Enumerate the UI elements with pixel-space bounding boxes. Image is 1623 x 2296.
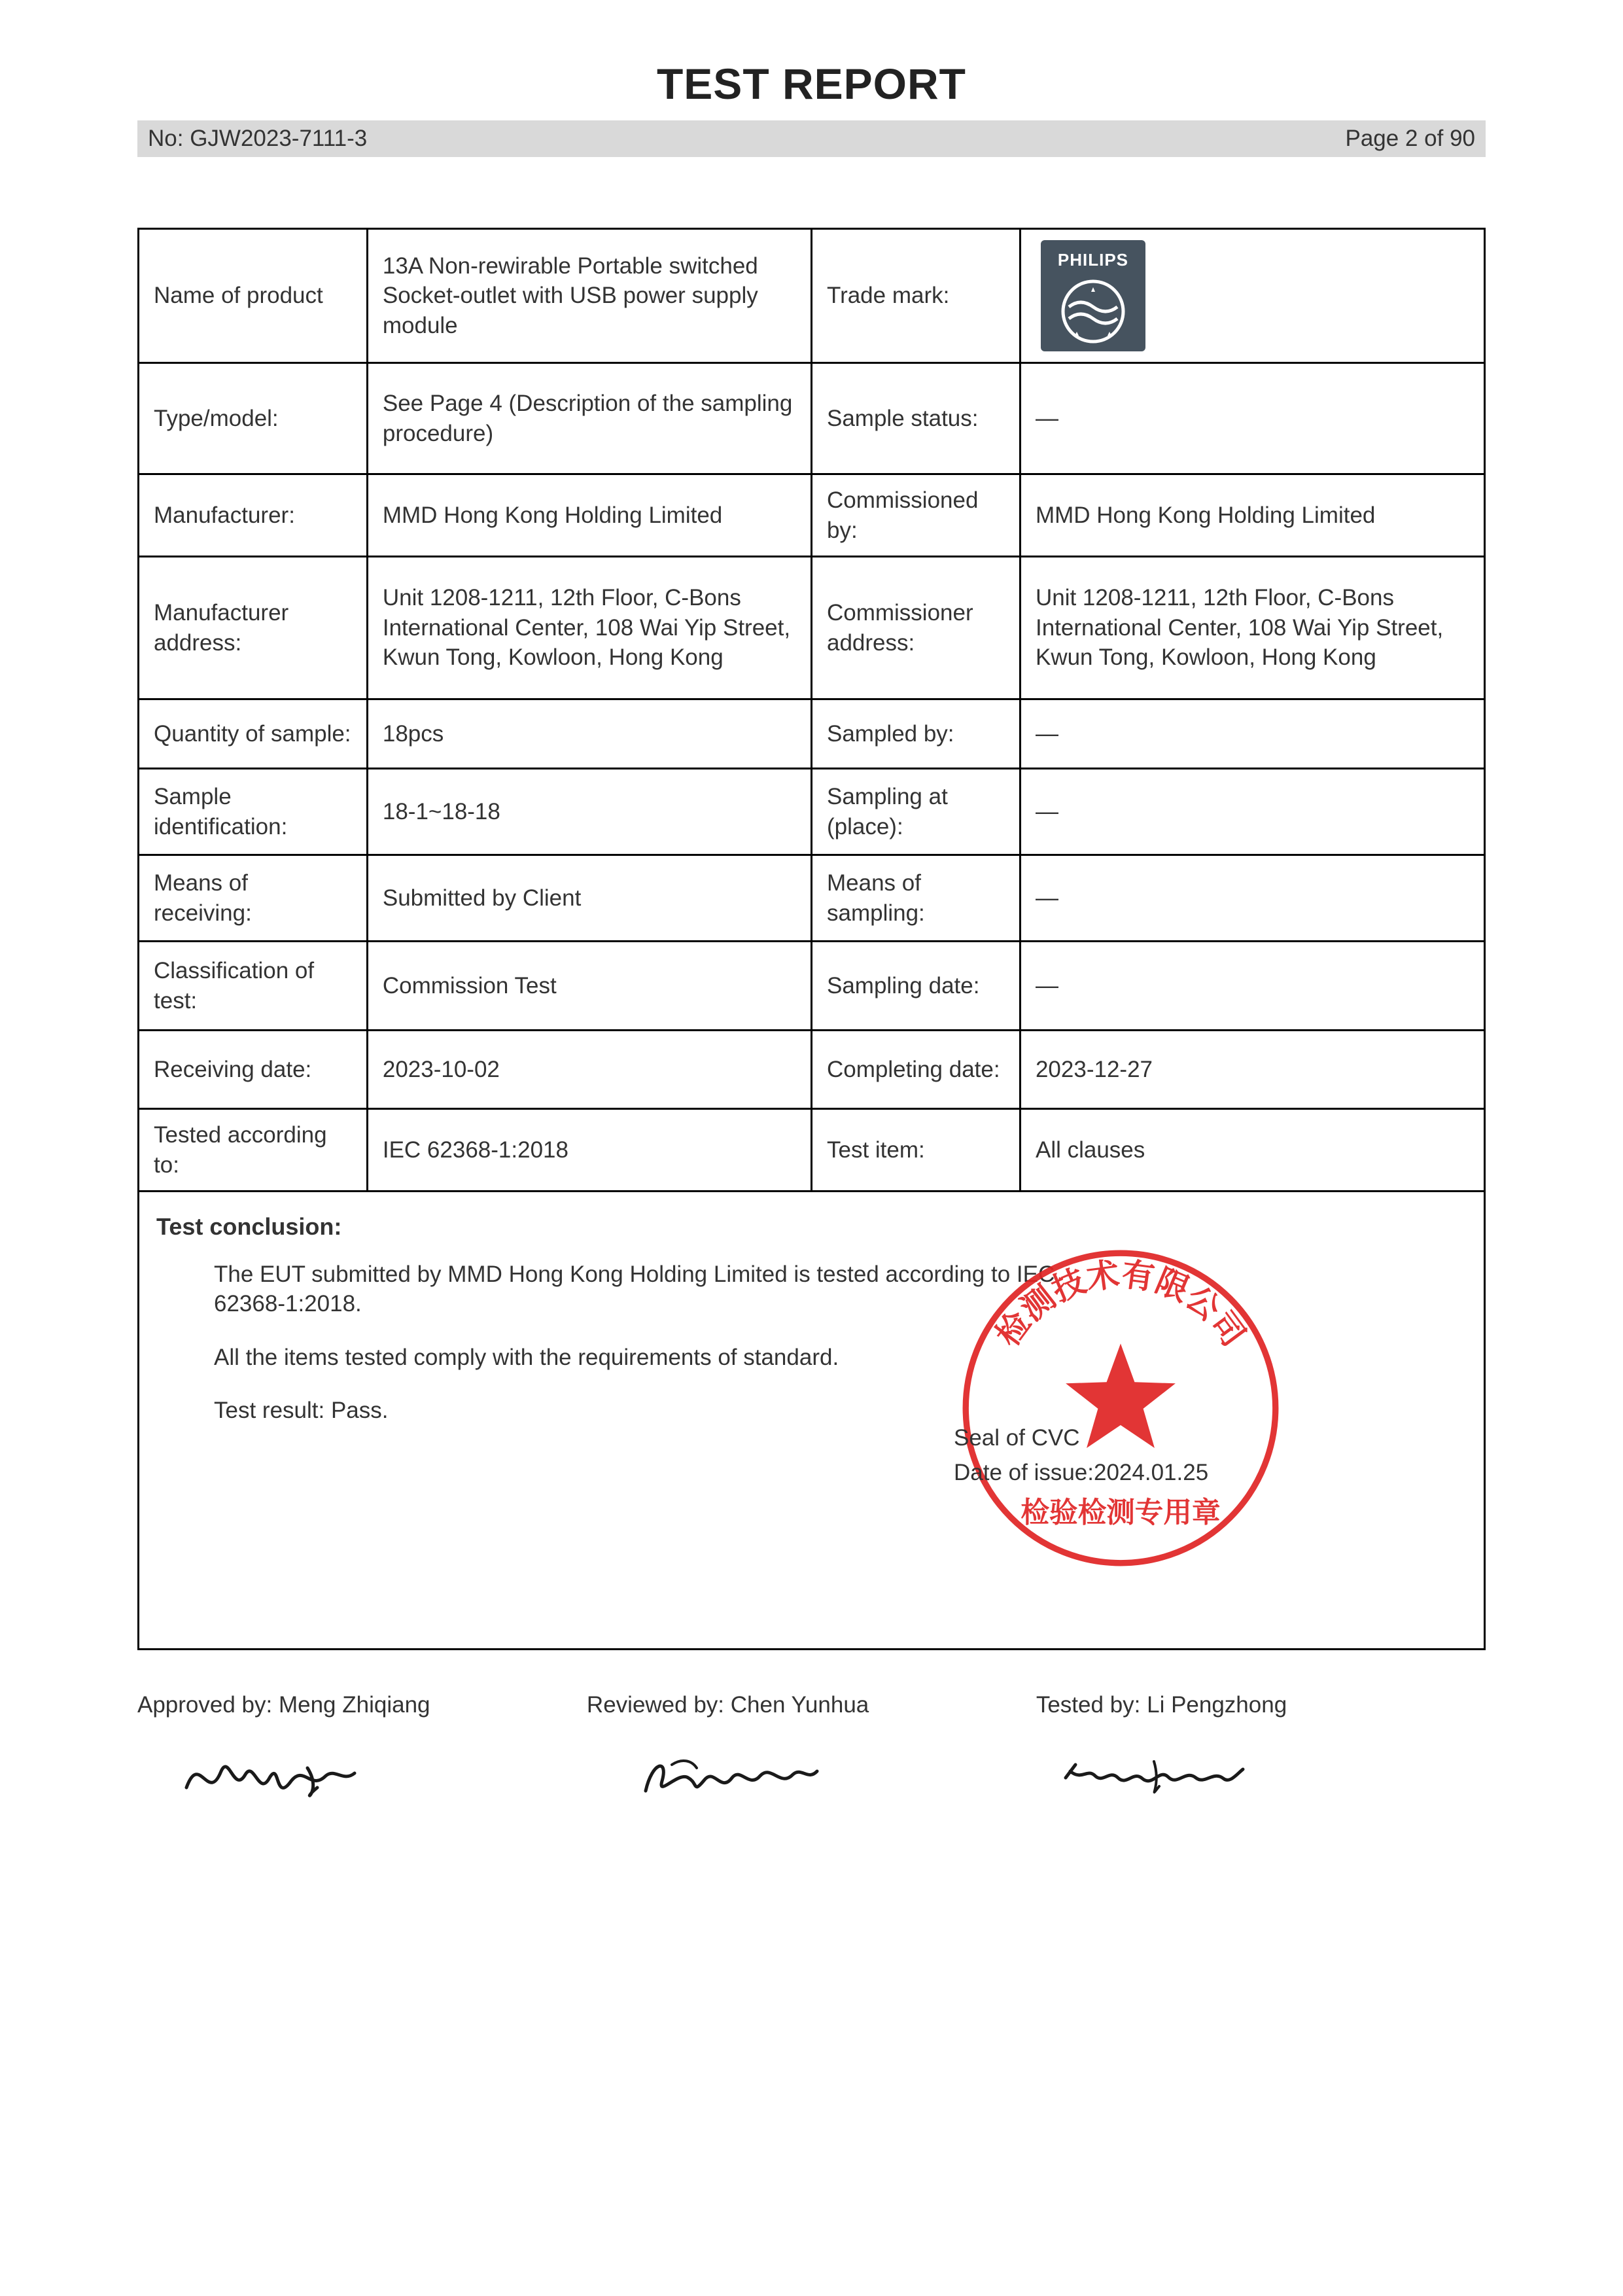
row-label: Sampling date: [811, 942, 1020, 1031]
reviewed-by-label: Reviewed by: Chen Yunhua [586, 1692, 869, 1718]
trademark-cell [1020, 229, 1484, 363]
row-value: MMD Hong Kong Holding Limited [367, 474, 811, 557]
approved-by-label: Approved by: Meng Zhiqiang [137, 1692, 430, 1718]
row-value: 18-1~18-18 [367, 769, 811, 855]
row-label: Name of product [139, 229, 368, 363]
table-row [139, 942, 1485, 1031]
row-value: All clauses [1020, 1109, 1484, 1192]
row-label: Manufacturer: [139, 474, 368, 557]
approved-signature [177, 1742, 373, 1814]
row-label: Sample status: [811, 363, 1020, 474]
row-label: Sampled by: [811, 699, 1020, 769]
tested-by-block [1036, 1692, 1486, 1820]
issue-date: Date of issue:2024.01.25 [954, 1459, 1209, 1485]
philips-logo [1041, 240, 1145, 351]
red-seal-stamp-icon [944, 1231, 1297, 1585]
table-row [139, 474, 1485, 557]
row-value: See Page 4 (Description of the sampling procedure) [367, 363, 811, 474]
svg-text:检测技术有限公司: 检测技术有限公司 [988, 1255, 1253, 1354]
row-value: Unit 1208-1211, 12th Floor, C-Bons International Center, 108 Wai Yip Street, Kwun Tong, Kowloon, Hong Kong [367, 557, 811, 699]
row-label: Commissioner address: [811, 557, 1020, 699]
row-value: Unit 1208-1211, 12th Floor, C-Bons International Center, 108 Wai Yip Street, Kwun Tong, Kowloon, Hong Kong [1020, 557, 1484, 699]
header-bar [137, 120, 1486, 157]
row-value: 2023-10-02 [367, 1031, 811, 1109]
table-row [139, 855, 1485, 942]
row-label: Commissioned by: [811, 474, 1020, 557]
philips-shield-icon [1057, 275, 1129, 347]
row-value: Submitted by Client [367, 855, 811, 942]
report-number: No: GJW2023-7111-3 [148, 126, 368, 151]
table-row [139, 229, 1485, 363]
table-row [139, 363, 1485, 474]
row-label: Means of receiving: [139, 855, 368, 942]
reviewed-by-block [587, 1692, 1036, 1820]
row-value: 13A Non-rewirable Portable switched Socket-outlet with USB power supply module [367, 229, 811, 363]
page-indicator: Page 2 of 90 [1345, 126, 1475, 151]
table-row [139, 1109, 1485, 1192]
conclusion-line-2: All the items tested comply with the requirements of standard. [214, 1344, 839, 1370]
row-label: Receiving date: [139, 1031, 368, 1109]
row-label: Sampling at (place): [811, 769, 1020, 855]
row-label: Test item: [811, 1109, 1020, 1192]
conclusion-cell [139, 1192, 1485, 1650]
table-row [139, 769, 1485, 855]
row-label: Classification of test: [139, 942, 368, 1031]
row-value: — [1020, 363, 1484, 474]
tested-signature [1056, 1742, 1252, 1814]
approved-by-block [137, 1692, 587, 1820]
row-label: Trade mark: [811, 229, 1020, 363]
philips-brand-text: PHILIPS [1057, 250, 1129, 270]
row-label: Tested according to: [139, 1109, 368, 1192]
row-label: Quantity of sample: [139, 699, 368, 769]
table-row [139, 1031, 1485, 1109]
row-label: Sample identification: [139, 769, 368, 855]
svg-text:检验检测专用章: 检验检测专用章 [1021, 1496, 1221, 1530]
conclusion-row [139, 1192, 1485, 1650]
row-value: — [1020, 769, 1484, 855]
seal-label: Seal of CVC [954, 1425, 1080, 1451]
signatures-section [137, 1692, 1486, 1820]
row-value: Commission Test [367, 942, 811, 1031]
report-table [137, 228, 1486, 1650]
seal-text-block [954, 1421, 1208, 1490]
row-value: — [1020, 855, 1484, 942]
row-label: Completing date: [811, 1031, 1020, 1109]
row-label: Manufacturer address: [139, 557, 368, 699]
table-row [139, 699, 1485, 769]
row-value: MMD Hong Kong Holding Limited [1020, 474, 1484, 557]
reviewed-signature [633, 1742, 829, 1814]
conclusion-line-3: Test result: Pass. [214, 1398, 389, 1424]
row-value: 18pcs [367, 699, 811, 769]
row-value: IEC 62368-1:2018 [367, 1109, 811, 1192]
row-value: — [1020, 942, 1484, 1031]
row-value: 2023-12-27 [1020, 1031, 1484, 1109]
row-value: — [1020, 699, 1484, 769]
row-label: Type/model: [139, 363, 368, 474]
tested-by-label: Tested by: Li Pengzhong [1036, 1692, 1287, 1718]
table-row [139, 557, 1485, 699]
row-label: Means of sampling: [811, 855, 1020, 942]
conclusion-heading: Test conclusion: [156, 1213, 342, 1240]
page-title: TEST REPORT [656, 60, 967, 108]
conclusion-line-1: The EUT submitted by MMD Hong Kong Holding Limited is tested according to IEC 62368-1:2018. [214, 1261, 1055, 1317]
